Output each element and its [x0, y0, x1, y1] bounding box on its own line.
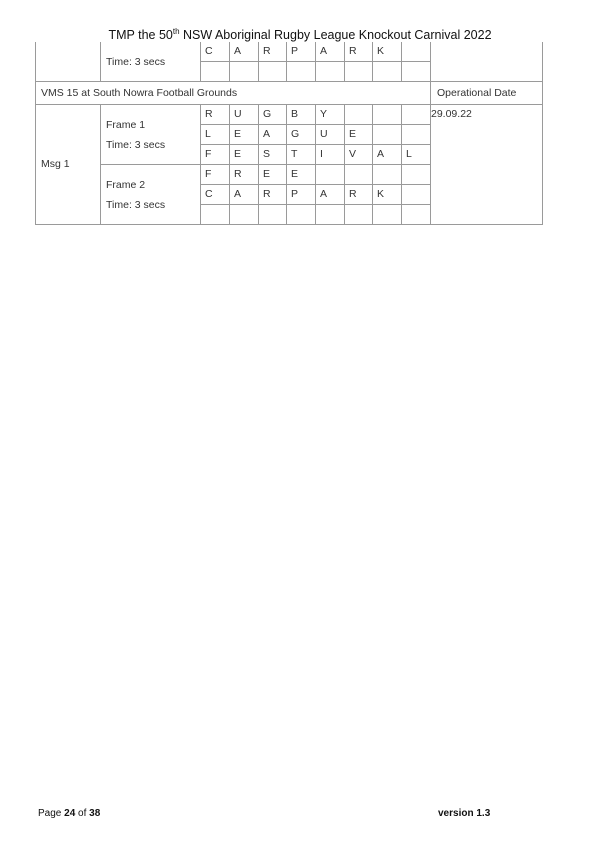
- frame1-cell: [101, 105, 201, 165]
- char-cell: [259, 62, 287, 82]
- char-cell: Y: [316, 105, 345, 125]
- char-cell: [316, 205, 345, 225]
- char-cell: [402, 185, 431, 205]
- char-cell: A: [230, 185, 259, 205]
- char-cell: T: [287, 145, 316, 165]
- char-cell: R: [259, 185, 287, 205]
- section-title-row: [36, 82, 543, 105]
- header-prefix: TMP the 50: [108, 28, 173, 43]
- char-cell: [287, 62, 316, 82]
- char-cell: F: [201, 145, 230, 165]
- char-cell: [402, 42, 431, 62]
- char-cell: G: [287, 125, 316, 145]
- char-cell: A: [259, 125, 287, 145]
- header-superscript: th: [172, 27, 180, 36]
- char-cell: [373, 105, 402, 125]
- page-header: [0, 27, 600, 42]
- char-cell: A: [230, 42, 259, 62]
- char-cell: U: [316, 125, 345, 145]
- char-cell: R: [201, 105, 230, 125]
- char-cell: U: [230, 105, 259, 125]
- frame1-time: Time: 3 secs: [106, 138, 166, 151]
- char-cell: [345, 165, 373, 185]
- char-cell: K: [373, 185, 402, 205]
- char-cell: [316, 165, 345, 185]
- char-cell: A: [316, 185, 345, 205]
- frame2-time: Time: 3 secs: [106, 198, 166, 211]
- char-cell: R: [345, 185, 373, 205]
- char-cell: [373, 62, 402, 82]
- frame2-label: Frame 2: [106, 178, 146, 191]
- char-cell: E: [230, 145, 259, 165]
- frame1-label: Frame 1: [106, 118, 146, 131]
- char-cell: E: [345, 125, 373, 145]
- char-cell: [345, 105, 373, 125]
- char-cell: F: [201, 165, 230, 185]
- fragment-row-1: [36, 42, 543, 62]
- char-cell: [373, 165, 402, 185]
- char-cell: R: [230, 165, 259, 185]
- section-title: VMS 15 at South Nowra Football Grounds: [36, 82, 431, 105]
- char-cell: [345, 62, 373, 82]
- char-cell: I: [316, 145, 345, 165]
- char-cell: [402, 105, 431, 125]
- char-cell: E: [259, 165, 287, 185]
- document-version: version 1.3: [438, 808, 491, 819]
- fragment-msg-cell: [36, 42, 101, 82]
- vms-table: [35, 42, 543, 225]
- frame1-row-1: [36, 105, 543, 125]
- char-cell: B: [287, 105, 316, 125]
- char-cell: K: [373, 42, 402, 62]
- char-cell: G: [259, 105, 287, 125]
- page-of: of: [75, 808, 90, 819]
- msg-label: Msg 1: [36, 105, 101, 225]
- char-cell: P: [287, 185, 316, 205]
- char-cell: [230, 62, 259, 82]
- char-cell: L: [201, 125, 230, 145]
- char-cell: L: [402, 145, 431, 165]
- char-cell: R: [259, 42, 287, 62]
- char-cell: V: [345, 145, 373, 165]
- operational-date: 29.09.22: [431, 105, 543, 225]
- char-cell: C: [201, 42, 230, 62]
- char-cell: [345, 205, 373, 225]
- char-cell: A: [316, 42, 345, 62]
- char-cell: E: [230, 125, 259, 145]
- fragment-time: Time: 3 secs: [101, 42, 201, 82]
- operational-date-label: Operational Date: [431, 82, 543, 105]
- char-cell: C: [201, 185, 230, 205]
- char-cell: [201, 205, 230, 225]
- page-prefix: Page: [38, 808, 65, 819]
- char-cell: E: [287, 165, 316, 185]
- char-cell: [230, 205, 259, 225]
- char-cell: [316, 62, 345, 82]
- fragment-date-cell: [431, 42, 543, 82]
- header-suffix: NSW Aboriginal Rugby League Knockout Carnival 2022: [179, 28, 492, 43]
- page-number: [38, 808, 100, 819]
- char-cell: [259, 205, 287, 225]
- page-total: 38: [89, 808, 101, 819]
- char-cell: [287, 205, 316, 225]
- char-cell: [201, 62, 230, 82]
- char-cell: [373, 205, 402, 225]
- char-cell: [373, 125, 402, 145]
- char-cell: S: [259, 145, 287, 165]
- frame2-cell: [101, 165, 201, 225]
- char-cell: [402, 62, 431, 82]
- char-cell: [402, 125, 431, 145]
- char-cell: P: [287, 42, 316, 62]
- char-cell: [402, 165, 431, 185]
- char-cell: R: [345, 42, 373, 62]
- page-current: 24: [64, 808, 76, 819]
- char-cell: A: [373, 145, 402, 165]
- char-cell: [402, 205, 431, 225]
